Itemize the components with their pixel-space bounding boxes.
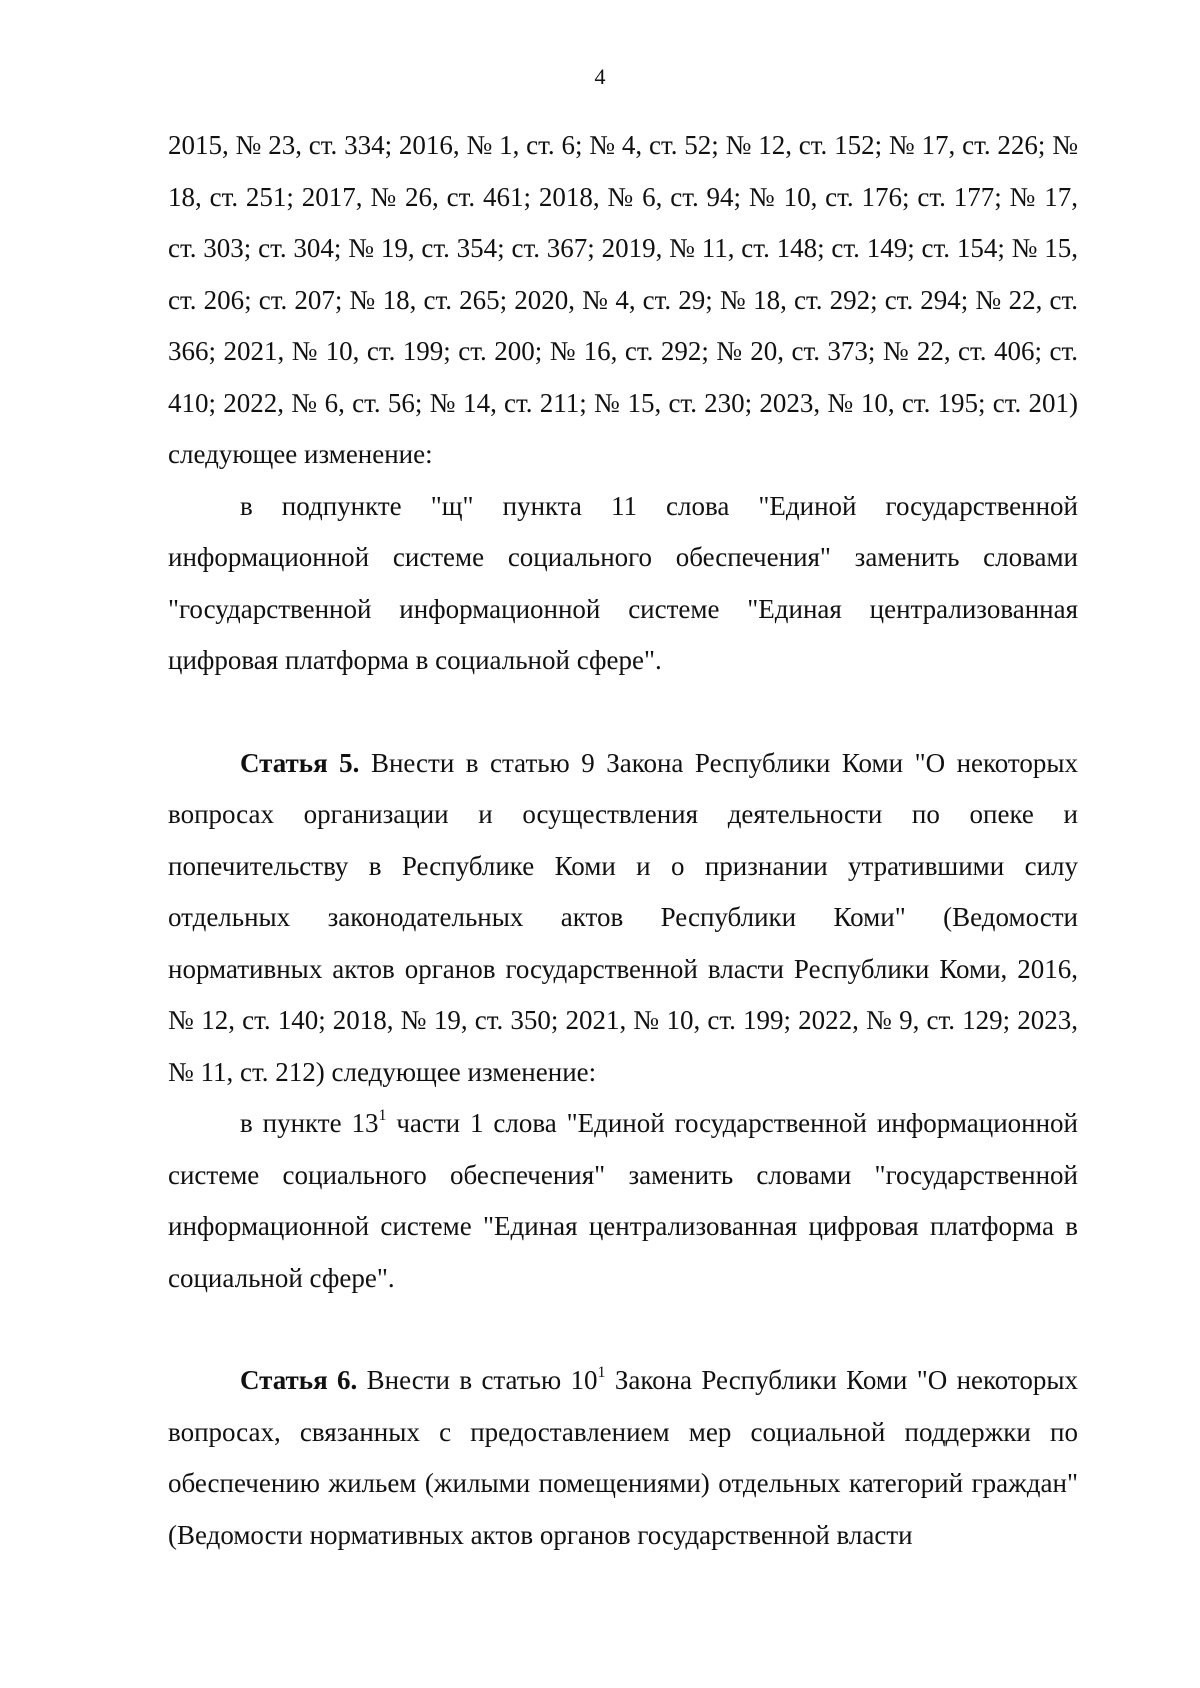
paragraph-article-6 (168, 1355, 1078, 1561)
document-body (168, 120, 1078, 1561)
page-number: 4 (594, 64, 606, 89)
paragraph-amendment-article5 (168, 1098, 1078, 1304)
article-5-text: Внести в статью 9 Закона Республики Коми "О некоторых вопросах организации и осуществления деятельности по опеке и попечительству в Республике Коми и о признании утратившими силу отдельных законодательных актов Республики Коми" (Ведомости нормативных актов органов государственной власти Республики Коми, 2016, № 12, ст. 140; 2018, № 19, ст. 350; 2021, № 10, ст. 199; 2022, № 9, ст. 129; 2023, № 11, ст. 212) следующее изменение: (168, 747, 1078, 1087)
article-6-text-end: Закона Республики Коми "О некоторых вопросах, связанных с предоставлением мер социальной поддержки по обеспечению жильем (жилыми помещениями) отдельных категорий граждан" (Ведомости нормативных актов органов государственной власти (168, 1365, 1078, 1550)
amendment-text-end: части 1 слова "Единой государственной информационной системе социального обеспечения" заменить словами "государственной информационной системе "Единая централизованная цифровая платформа в социальной сфере". (168, 1108, 1078, 1293)
superscript-index: 1 (597, 1364, 606, 1381)
article-6-heading: Статья 6. (240, 1365, 358, 1395)
paragraph-amendment-article4: в подпункте "щ" пункта 11 слова "Единой государственной информационной системе социального обеспечения" заменить словами "государственной информационной системе "Единая централизованная цифровая платформа в социальной сфере". (168, 490, 1078, 675)
article-5-heading: Статья 5. (240, 747, 360, 778)
paragraph-article-5 (168, 738, 1078, 1099)
superscript-index: 1 (378, 1107, 387, 1124)
paragraph-references: 2015, № 23, ст. 334; 2016, № 1, ст. 6; № 4, ст. 52; № 12, ст. 152; № 17, ст. 226; № 18, ст. 251; 2017, № 26, ст. 461; 2018, № 6, ст. 94; № 10, ст. 176; ст. 177; № 17, ст. 303; ст. 304; № 19, ст. 354; ст. 367; 2019, № 11, ст. 148; ст. 149; ст. 154; № 15, ст. 206; ст. 207; № 18, ст. 265; 2020, № 4, ст. 29; № 18, ст. 292; ст. 294; № 22, ст. 366; 2021, № 10, ст. 199; ст. 200; № 16, ст. 292; № 20, ст. 373; № 22, ст. 406; ст. 410; 2022, № 6, ст. 56; № 14, ст. 211; № 15, ст. 230; 2023, № 10, ст. 195; ст. 201) следующее изменение: (168, 130, 1078, 469)
paragraph-spacer (168, 687, 1078, 738)
article-6-text-start: Внести в статью 10 (357, 1365, 598, 1395)
amendment-text-start: в пункте 13 (240, 1108, 379, 1138)
paragraph-spacer (168, 1304, 1078, 1355)
